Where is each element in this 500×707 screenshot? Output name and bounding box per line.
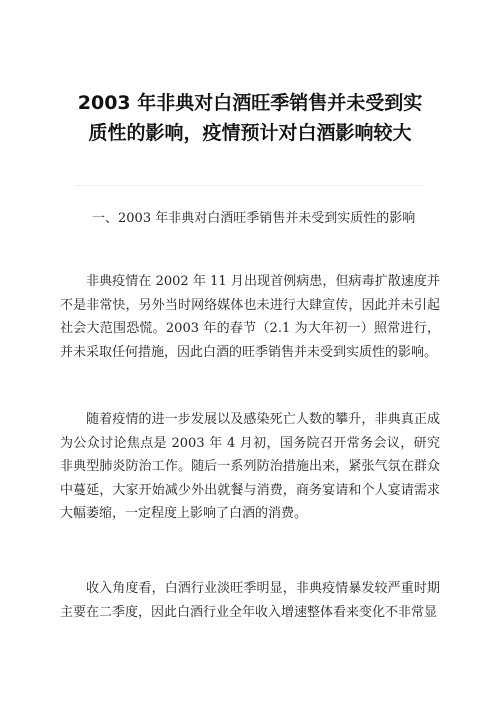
title-divider bbox=[75, 185, 425, 186]
paragraph-1: 非典疫情在 2002 年 11 月出现首例病患，但病毒扩散速度并不是非常快，另外当时网络媒体也未进行大肆宣传，因此并未引起社会大范围恐慌。2003 年的春节（2.1 为大年初一）照常进行，并未采取任何措施，因此白酒的旺季销售并未受到实质性的影响。 bbox=[60, 274, 440, 360]
section-heading: 一、2003 年非典对白酒旺季销售并未受到实质性的影响 bbox=[92, 211, 416, 226]
document-title: 2003 年非典对白酒旺季销售并未受到实质性的影响，疫情预计对白酒影响较大 bbox=[77, 92, 423, 144]
paragraph-2: 随着疫情的进一步发展以及感染死亡人数的攀升，非典真正成为公众讨论焦点是 2003 年 4 月初，国务院召开常务会议，研究非典型肺炎防治工作。随后一系列防治措施出来，紧张气氛在群众中蔓延，大家开始减少外出就餐与消费，商务宴请和个人宴请需求大幅萎缩，一定程度上影响了白酒的消费。 bbox=[60, 412, 440, 522]
paragraph-3: 收入角度看，白酒行业淡旺季明显，非典疫情暴发较严重时期主要在二季度，因此白酒行业全年收入增速整体看来变化不非常显 bbox=[60, 581, 440, 620]
